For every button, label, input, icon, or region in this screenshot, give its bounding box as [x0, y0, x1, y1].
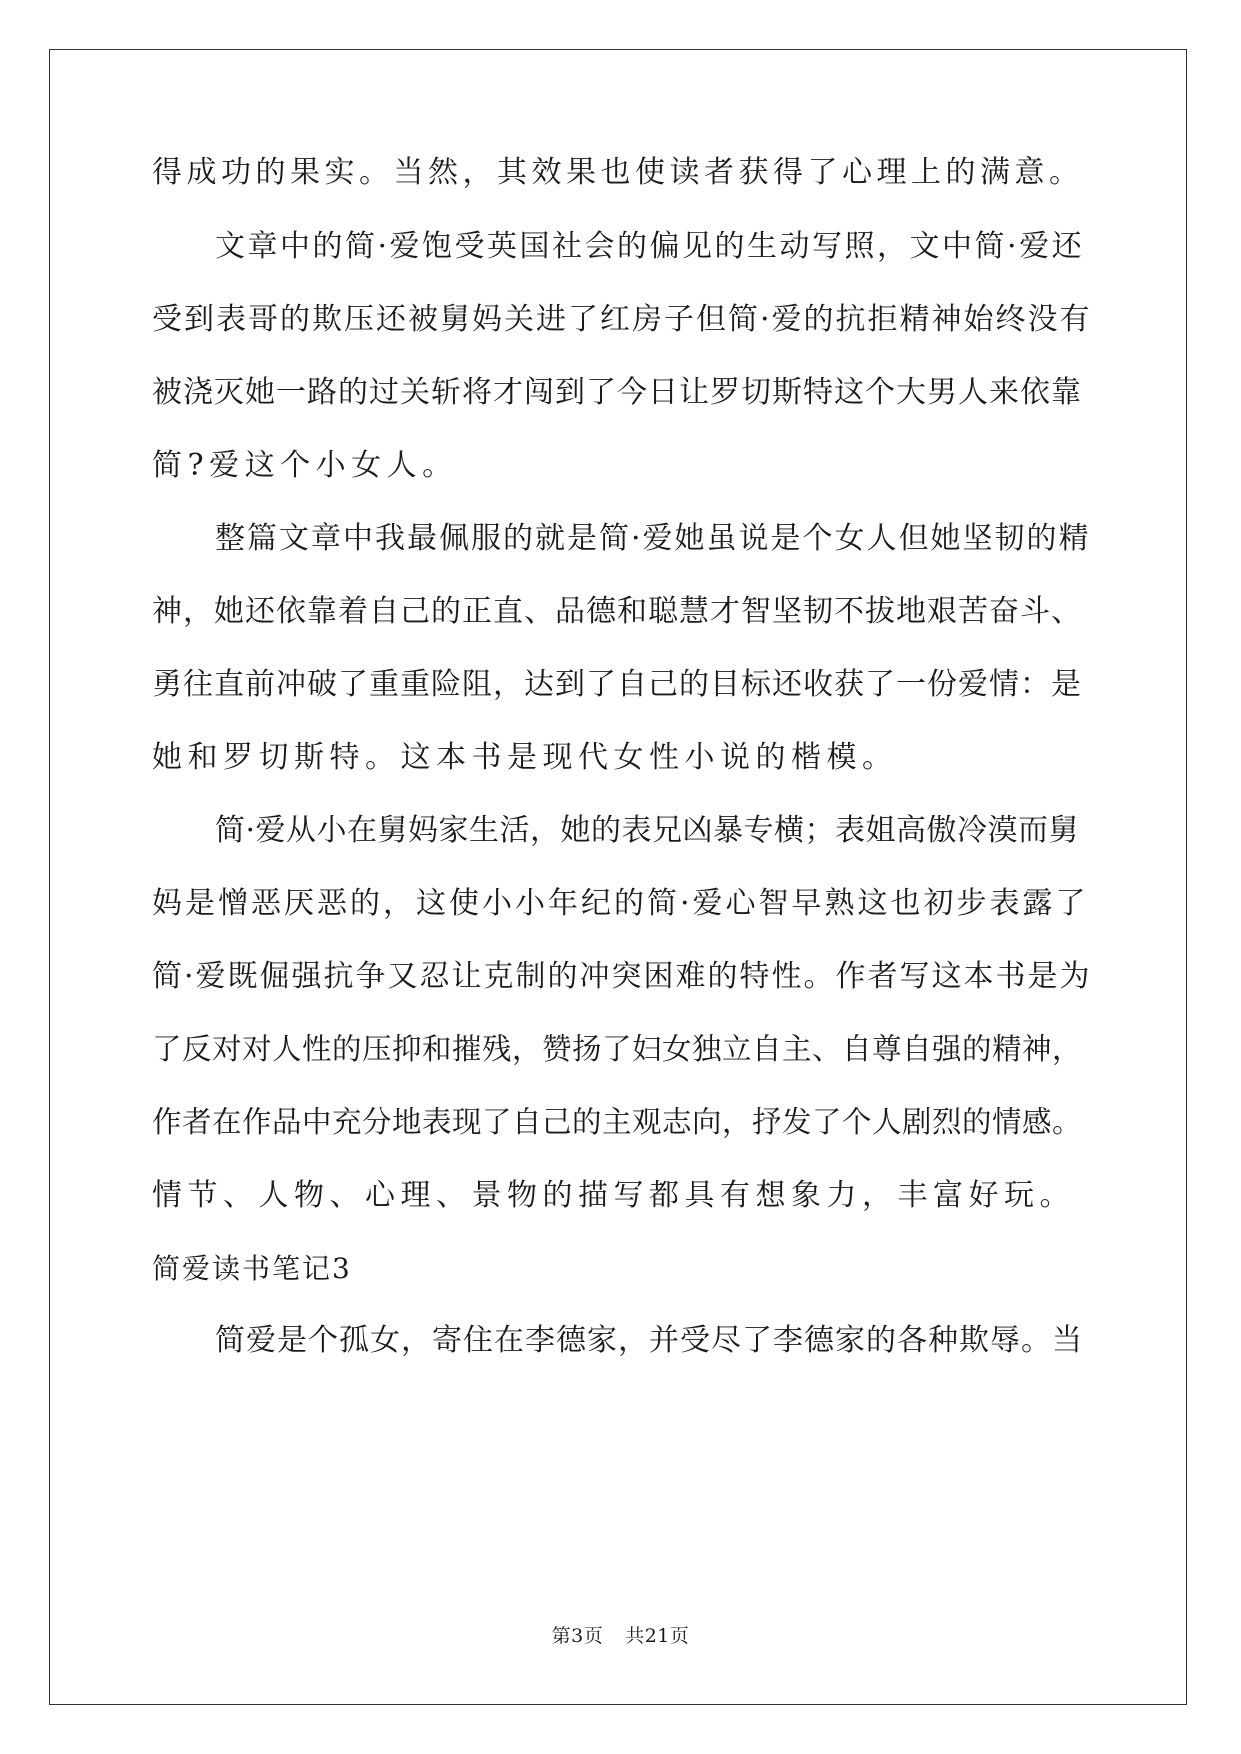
paragraph-line: 简爱是个孤女，寄住在李德家，并受尽了李德家的各种欺辱。当 — [215, 1323, 1083, 1358]
paragraph-line: 她和罗切斯特。这本书是现代女性小说的楷模。 — [152, 740, 898, 775]
paragraph-line: 简·爱从小在舅妈家生活，她的表兄凶暴专横；表姐高傲冷漠而舅 — [215, 813, 1080, 848]
paragraph-line: 神，她还依靠着自己的正直、品德和聪慧才智坚韧不拔地艰苦奋斗、 — [152, 594, 1082, 629]
page-footer — [0, 1627, 1241, 1646]
paragraph-line: 文章中的简·爱饱受英国社会的偏见的生动写照，文中简·爱还 — [215, 229, 1085, 264]
paragraph-line: 简·爱既倔强抗争又忍让克制的冲突困难的特性。作者写这本书是为 — [152, 959, 1092, 994]
paragraph-line: 受到表哥的欺压还被舅妈关进了红房子但简·爱的抗拒精神始终没有 — [152, 302, 1092, 337]
paragraph-line: 情节、人物、心理、景物的描写都具有想象力，丰富好玩。 — [152, 1178, 1075, 1213]
page-border — [49, 49, 1187, 1705]
paragraph-line: 得成功的果实。当然，其效果也使读者获得了心理上的满意。 — [152, 155, 1084, 190]
page-total: 共21页 — [625, 1625, 690, 1647]
page-number: 第3页 — [551, 1625, 604, 1647]
paragraph-line: 了反对对人性的压抑和摧残，赞扬了妇女独立自主、自尊自强的精神， — [152, 1032, 1083, 1066]
paragraph-line: 整篇文章中我最佩服的就是简·爱她虽说是个女人但她坚韧的精 — [215, 521, 1091, 556]
paragraph-line: 被浇灭她一路的过关斩将才闯到了今日让罗切斯特这个大男人来依靠 — [152, 375, 1082, 410]
paragraph-line: 妈是憎恶厌恶的，这使小小年纪的简·爱心智早熟这也初步表露了 — [152, 886, 1089, 921]
paragraph-line: 作者在作品中充分地表现了自己的主观志向，抒发了个人剧烈的情感。 — [152, 1105, 1083, 1139]
paragraph-line: 勇往直前冲破了重重险阻，达到了自己的目标还收获了一份爱情：是 — [152, 667, 1082, 702]
paragraph-line: 简?爱这个小女人。 — [152, 448, 458, 483]
section-heading: 简爱读书笔记3 — [152, 1252, 352, 1285]
